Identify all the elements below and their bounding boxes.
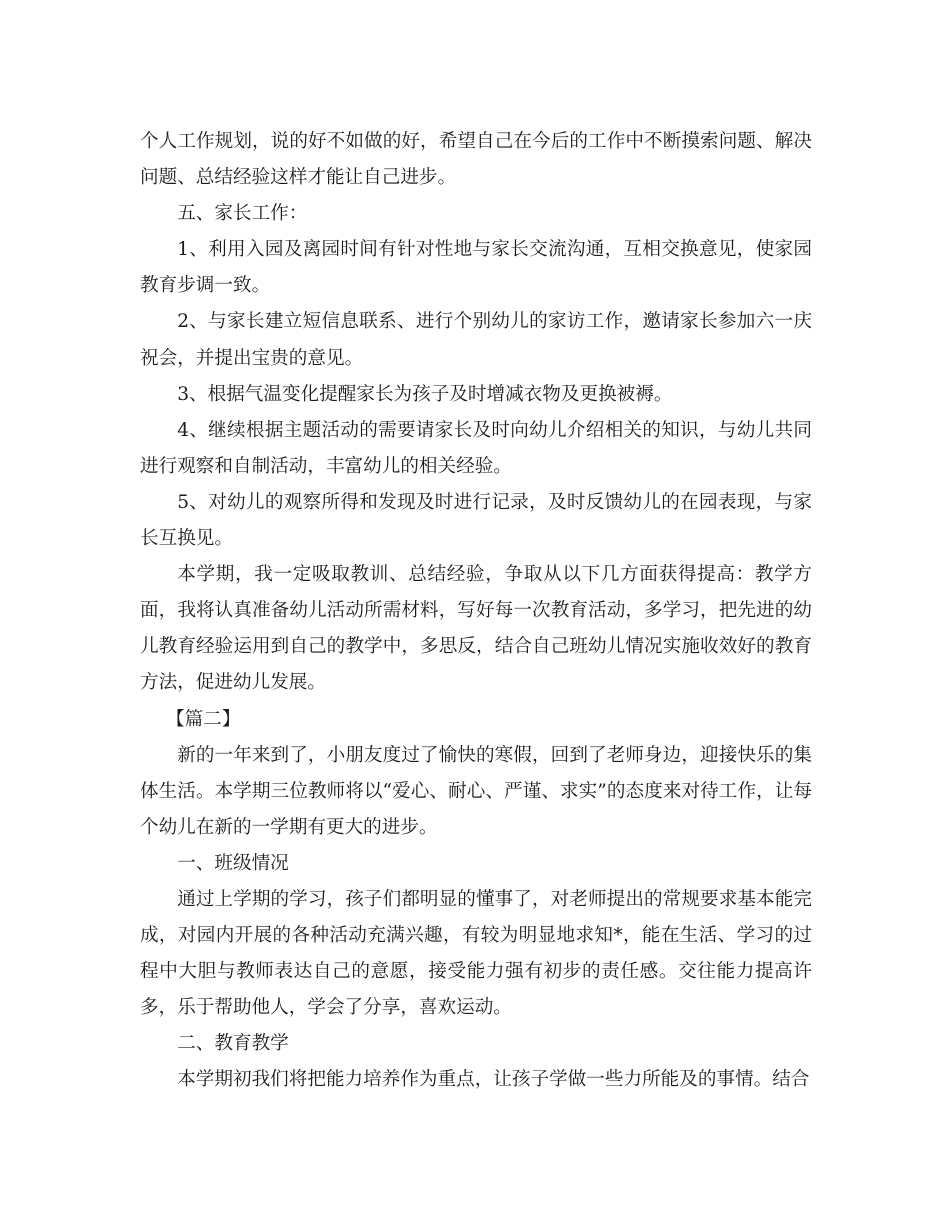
part-two-heading: 【篇二】 [166,708,241,730]
intro-paragraph: 新的一年来到了，小朋友度过了愉快的寒假，回到了老师身边，迎接快乐的集体生活。本学期三位教师将以“爱心、耐心、严谨、求实”的态度来对待工作，让每个幼儿在新的一学期有更大的进步。 [140,744,812,838]
section-heading-class-situation: 一、班级情况 [177,852,289,874]
summary-paragraph: 本学期，我一定吸取教训、总结经验，争取从以下几方面获得提高：教学方面，我将认真准备幼儿活动所需材料，写好每一次教育活动，多学习，把先进的幼儿教育经验运用到自己的教学中，多思反，结合自己班幼儿情况实施收效好的教育方法，促进幼儿发展。 [140,564,812,694]
list-item-3: 3、根据气温变化提醒家长为孩子及时增减衣物及更换被褥。 [177,383,673,405]
list-item-1: 1、利用入园及离园时间有针对性地与家长交流沟通，互相交换意见，使家园教育步调一致。 [140,239,812,297]
section-heading-teaching: 二、教育教学 [177,1033,289,1055]
class-situation-paragraph: 通过上学期的学习，孩子们都明显的懂事了，对老师提出的常规要求基本能完成，对园内开展的各种活动充满兴趣，有较为明显地求知*，能在生活、学习的过程中大胆与教师表达自己的意愿，接受能力强有初步的责任感。交往能力提高许多，乐于帮助他人，学会了分享，喜欢运动。 [140,888,812,1019]
document-body [140,124,812,1099]
teaching-paragraph: 本学期初我们将把能力培养作为重点，让孩子学做一些力所能及的事情。结合 [177,1069,810,1091]
list-item-4: 4、继续根据主题活动的需要请家长及时向幼儿介绍相关的知识，与幼儿共同进行观察和自制活动，丰富幼儿的相关经验。 [140,419,812,477]
list-item-2: 2、与家长建立短信息联系、进行个别幼儿的家访工作，邀请家长参加六一庆祝会，并提出宝贵的意见。 [140,311,812,369]
paragraph-continuation: 个人工作规划，说的好不如做的好，希望自己在今后的工作中不断摸索问题、解决问题、总结经验这样才能让自己进步。 [140,131,812,189]
section-heading-parent-work: 五、家长工作： [177,203,308,225]
list-item-5: 5、对幼儿的观察所得和发现及时进行记录，及时反馈幼儿的在园表现，与家长互换见。 [140,491,812,550]
